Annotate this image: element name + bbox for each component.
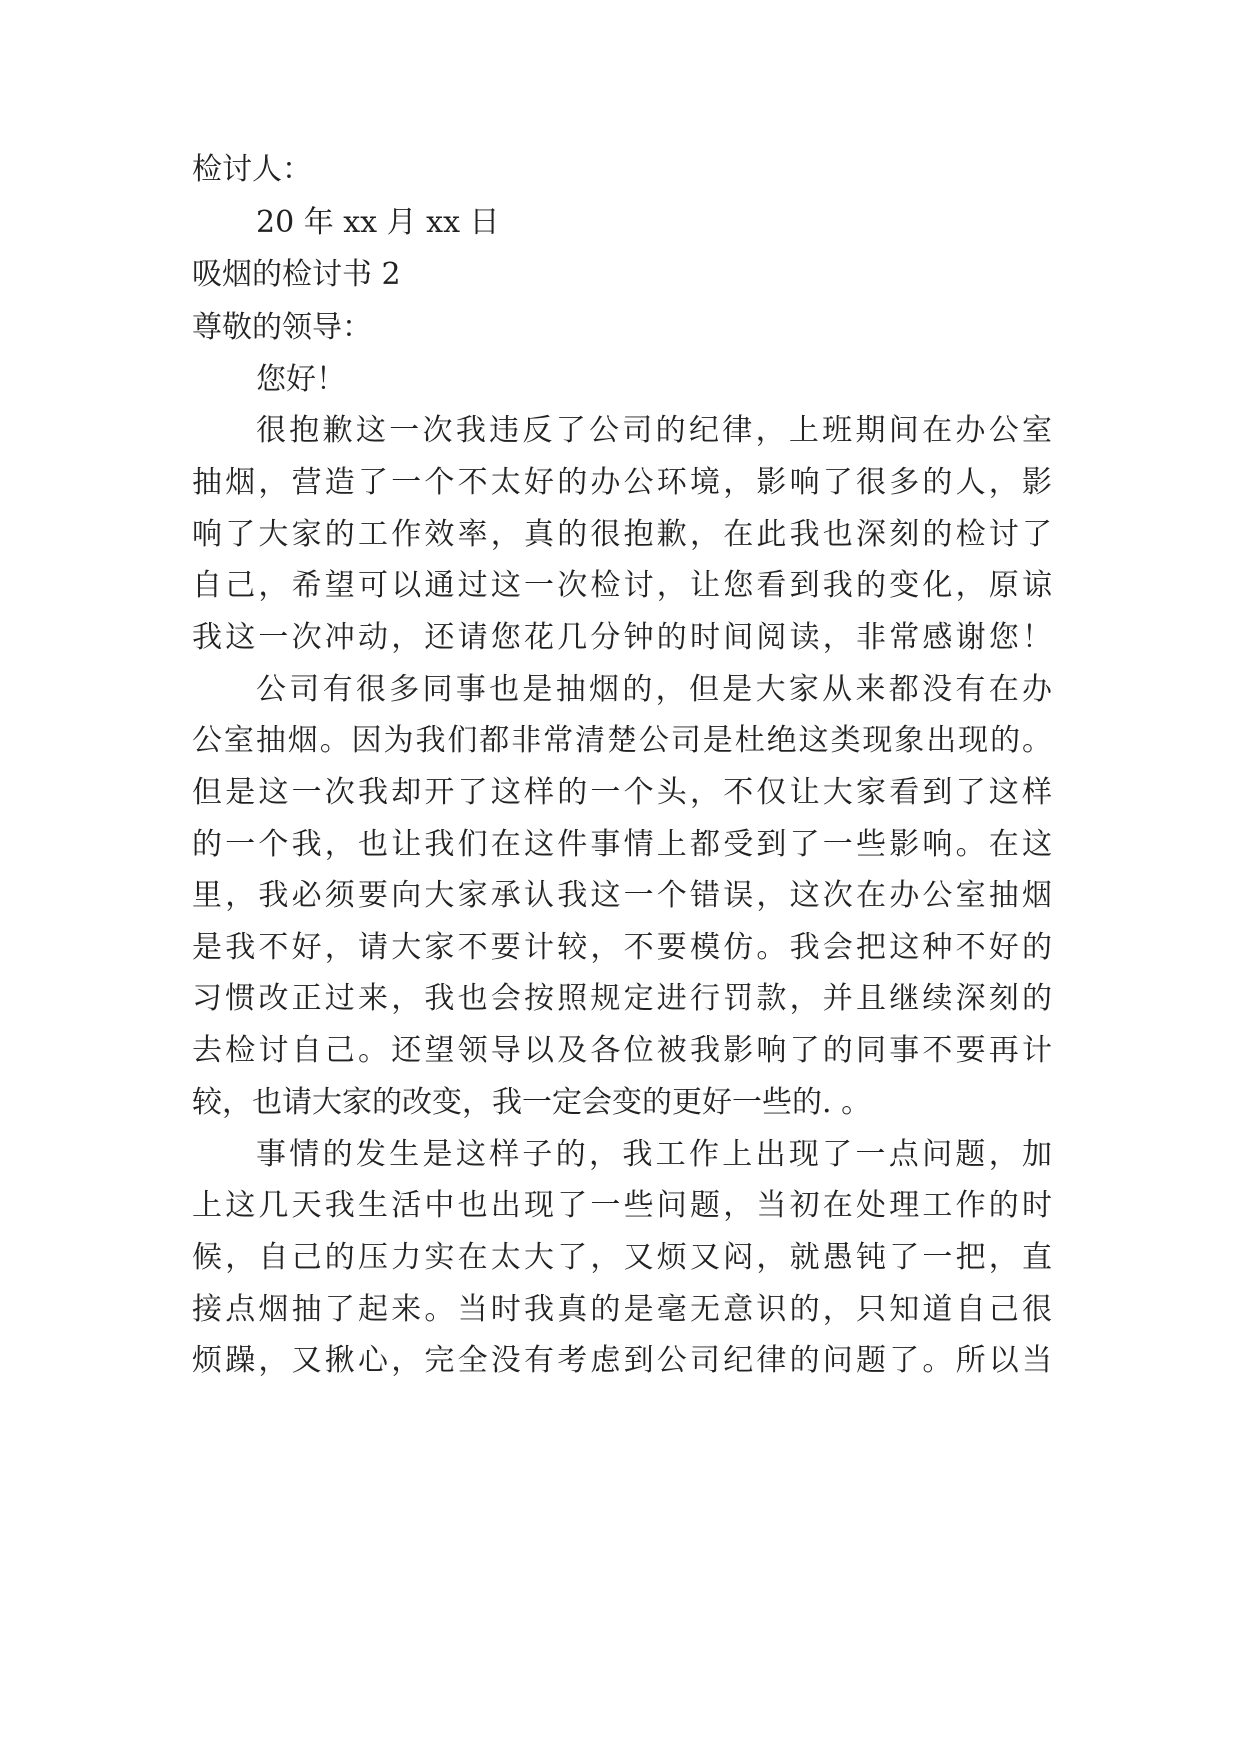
signature-label: 检讨人： [192,152,312,187]
paragraph-line: 习惯改正过来，我也会按照规定进行罚款，并且继续深刻的 [192,981,1052,1016]
paragraph-line: 公室抽烟。因为我们都非常清楚公司是杜绝这类现象出现的。 [192,723,1052,758]
paragraph-line: 自己，希望可以通过这一次检讨，让您看到我的变化，原谅 [192,568,1052,603]
paragraph-line: 上这几天我生活中也出现了一些问题，当初在处理工作的时 [192,1188,1052,1223]
paragraph-line: 里，我必须要向大家承认我这一个错误，这次在办公室抽烟 [192,878,1052,913]
document-title: 吸烟的检讨书 2 [192,257,401,292]
paragraph-line: 事情的发生是这样子的，我工作上出现了一点问题，加 [256,1137,1052,1172]
paragraph-line: 候，自己的压力实在太大了，又烦又闷，就愚钝了一把，直 [192,1240,1052,1275]
paragraph-line: 的一个我，也让我们在这件事情上都受到了一些影响。在这 [192,827,1052,862]
paragraph-line: 公司有很多同事也是抽烟的，但是大家从来都没有在办 [256,672,1052,707]
paragraph-line: 去检讨自己。还望领导以及各位被我影响了的同事不要再计 [192,1033,1052,1068]
paragraph-line: 但是这一次我却开了这样的一个头，不仅让大家看到了这样 [192,775,1052,810]
paragraph-line: 响了大家的工作效率，真的很抱歉，在此我也深刻的检讨了 [192,517,1052,552]
paragraph-line: 我这一次冲动，还请您花几分钟的时间阅读，非常感谢您！ [192,620,1052,655]
date-line: 20 年 xx 月 xx 日 [256,205,500,240]
paragraph-line: 是我不好，请大家不要计较，不要模仿。我会把这种不好的 [192,930,1052,965]
greeting: 您好！ [256,362,346,397]
salutation: 尊敬的领导： [192,310,372,345]
paragraph-line: 接点烟抽了起来。当时我真的是毫无意识的，只知道自己很 [192,1292,1052,1327]
paragraph-line: 较，也请大家的改变，我一定会变的更好一些的. 。 [192,1085,872,1120]
paragraph-line: 很抱歉这一次我违反了公司的纪律，上班期间在办公室 [256,413,1052,448]
paragraph-line: 烦躁，又揪心，完全没有考虑到公司纪律的问题了。所以当 [192,1343,1052,1378]
paragraph-line: 抽烟，营造了一个不太好的办公环境，影响了很多的人，影 [192,465,1052,500]
